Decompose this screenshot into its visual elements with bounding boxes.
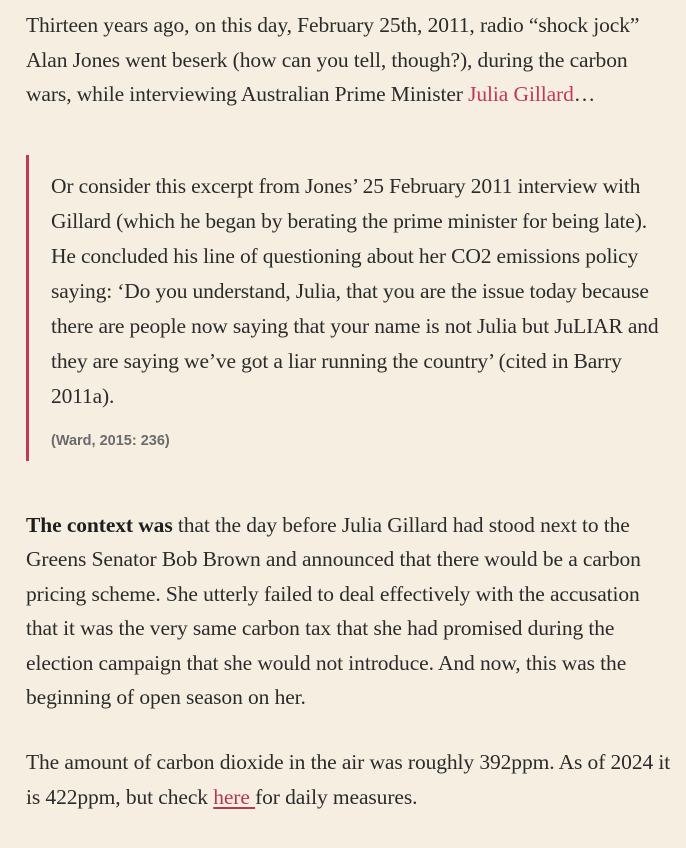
co2-text: The amount of carbon dioxide in the air was roughly 392ppm. As of 2024 it is 422ppm, but check — [26, 749, 671, 809]
intro-paragraph — [26, 8, 672, 112]
context-bold-lead: The context was — [26, 512, 173, 537]
julia-gillard-link[interactable]: Julia Gillard — [468, 82, 574, 106]
quote-text: Or consider this excerpt from Jones’ 25 February 2011 interview with Gillard (which he began by berating the prime minister for being late). He concluded his line of questioning about her CO2 emissions policy saying: ‘Do you understand, Julia, that you are the issue today because there are people now saying that your name is not Julia but JuLIAR and they are saying we’ve got a liar running the country’ (cited in Barry 2011a). — [51, 173, 659, 408]
co2-paragraph — [26, 745, 672, 815]
quote-citation: (Ward, 2015: 236) — [51, 432, 170, 449]
intro-text: Thirteen years ago, on this day, February 25th, 2011, radio “shock jock” Alan Jones went beserk (how can you tell, though?), during the carbon wars, while interviewing Australian Prime Minister — [26, 13, 640, 106]
context-text: that the day before Julia Gillard had stood next to the Greens Senator Bob Brown and announced that there would be a carbon pricing scheme. She utterly failed to deal effectively with the accusation that it was the very same carbon tax that she had promised during the election campaign that she would not introduce. And now, this was the beginning of open season on her. — [26, 512, 641, 709]
context-paragraph — [26, 508, 672, 715]
daily-measures-link[interactable]: here — [213, 784, 256, 809]
blockquote — [26, 155, 672, 461]
co2-text-end: for daily measures. — [255, 784, 418, 809]
intro-ellipsis: … — [573, 82, 596, 106]
